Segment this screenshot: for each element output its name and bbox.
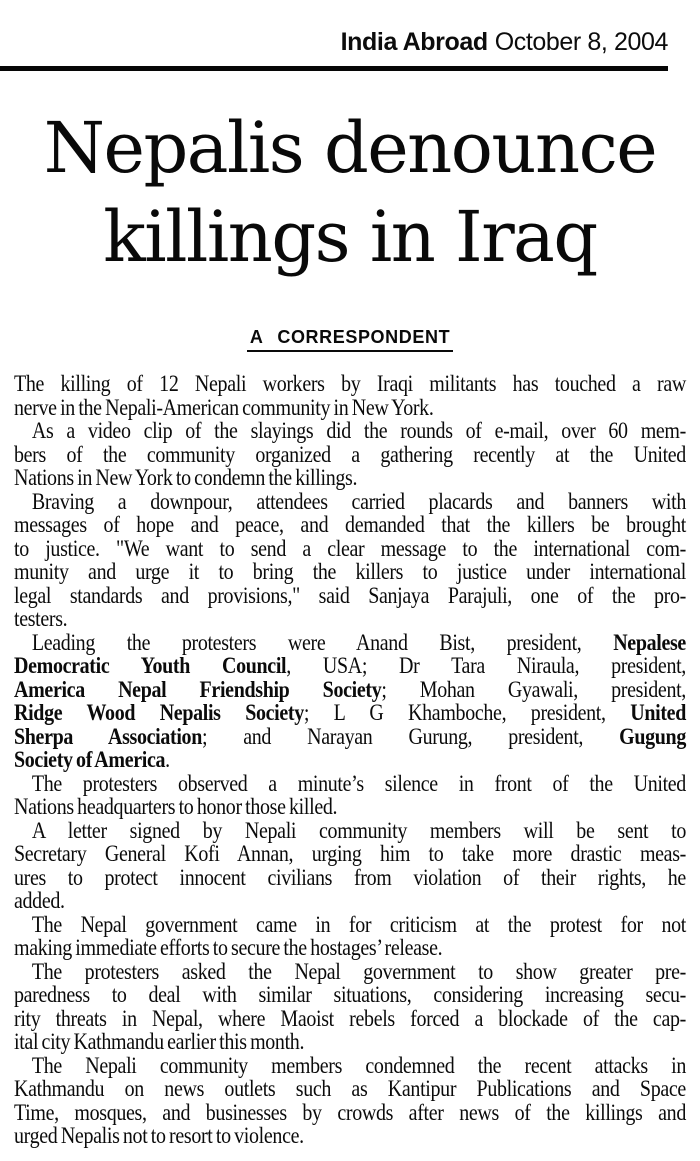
masthead <box>0 0 700 55</box>
text-line: As a video clip of the slayings did the rounds of e-mail, over 60 mem- <box>31 418 686 444</box>
publication-name: India Abroad <box>340 28 488 56</box>
masthead-rule <box>0 66 668 71</box>
text-line: A letter signed by Nepali community members will be sent to <box>31 817 686 844</box>
text-line: Kathmandu on news outlets such as Kantipur Publications and Space <box>14 1076 686 1102</box>
article-body <box>14 373 686 1149</box>
text-line: added. <box>14 888 65 914</box>
text-line: nerve in the Nepali-American community in New York. <box>14 394 434 421</box>
issue-date: October 8, 2004 <box>494 28 668 56</box>
paragraph <box>14 958 686 1055</box>
byline-text: A CORRESPONDENT <box>247 328 453 352</box>
paragraph <box>14 911 686 961</box>
text-line: The Nepali community members condemned the recent attacks in <box>31 1052 686 1079</box>
text-line: Society of America. <box>14 747 170 773</box>
text-line: testers. <box>14 606 68 632</box>
text-line: making immediate efforts to secure the hostages’ release. <box>14 935 443 961</box>
text-line: urged Nepalis not to resort to violence. <box>14 1123 304 1149</box>
text-line: messages of hope and peace, and demanded that the killers be brought <box>14 512 686 538</box>
text-line: munity and urge it to bring the killers to justice under international <box>14 559 686 585</box>
headline-line-2: killings in Iraq <box>103 196 597 278</box>
text-line: ital city Kathmandu earlier this month. <box>14 1029 305 1055</box>
text-line: The killing of 12 Nepali workers by Iraqi militants has touched a raw <box>14 371 686 397</box>
paragraph <box>14 420 686 491</box>
paragraph <box>14 1052 686 1149</box>
text-line: Nations in New York to condemn the killings. <box>14 465 358 491</box>
text-line: Democratic Youth Council, USA; Dr Tara Niraula, president, <box>14 653 686 679</box>
text-line: Ridge Wood Nepalis Society; L G Khamboche, president, United <box>14 700 686 726</box>
text-line: Sherpa Association; and Narayan Gurung, president, Gugung <box>14 723 686 750</box>
text-line: America Nepal Friendship Society; Mohan Gyawali, president, <box>14 676 686 703</box>
text-line: Braving a downpour, attendees carried placards and banners with <box>31 488 686 515</box>
text-line: Time, mosques, and businesses by crowds after news of the killings and <box>14 1099 686 1126</box>
headline-line-1: Nepalis denounce <box>43 107 657 189</box>
text-line: bers of the community organized a gathering recently at the United <box>14 441 686 468</box>
text-line: The protesters observed a minute’s silence in front of the United <box>31 770 686 797</box>
text-line: to justice. "We want to send a clear message to the international com- <box>14 535 686 562</box>
text-line: paredness to deal with similar situations, considering increasing secu- <box>14 982 686 1008</box>
text-line: Nations headquarters to honor those killed. <box>14 794 338 820</box>
headline <box>0 104 700 282</box>
text-line: Secretary General Kofi Annan, urging him to take more drastic meas- <box>14 841 686 867</box>
paragraph <box>14 770 686 820</box>
paragraph <box>14 629 686 773</box>
paragraph <box>14 373 686 420</box>
text-line: The Nepal government came in for criticism at the protest for not <box>31 911 686 938</box>
text-line: Leading the protesters were Anand Bist, president, Nepalese <box>31 629 686 656</box>
paragraph <box>14 817 686 914</box>
text-line: The protesters asked the Nepal government to show greater pre- <box>31 958 686 985</box>
text-line: legal standards and provisions," said Sanjaya Parajuli, one of the pro- <box>14 582 686 609</box>
text-line: ures to protect innocent civilians from violation of their rights, he <box>14 864 686 891</box>
text-line: rity threats in Nepal, where Maoist rebels forced a blockade of the cap- <box>14 1005 686 1032</box>
paragraph <box>14 488 686 632</box>
byline <box>0 328 700 352</box>
